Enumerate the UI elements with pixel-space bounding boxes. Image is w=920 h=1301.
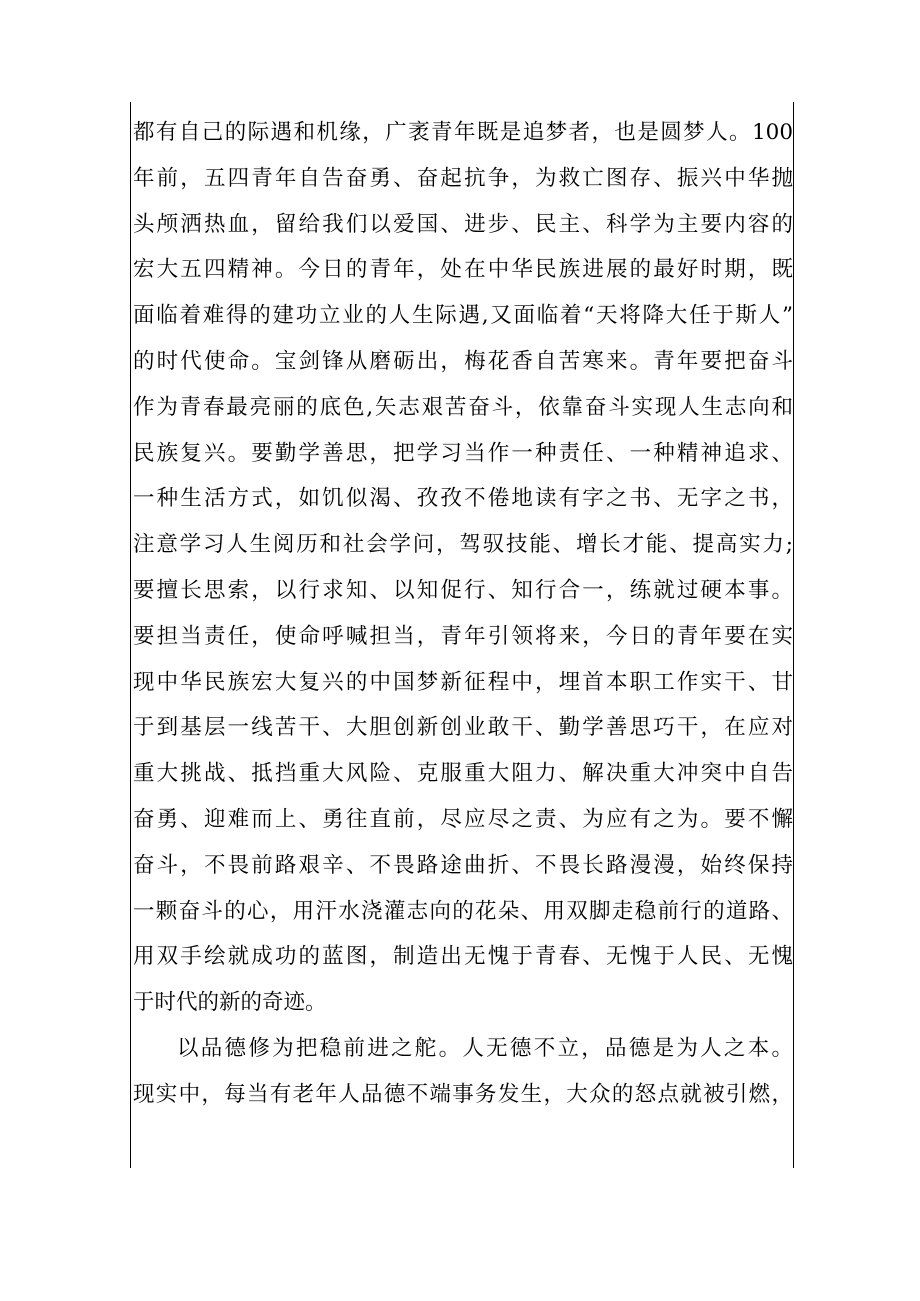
text-line: 一颗奋斗的心，用汗水浇灌志向的花朵、用双脚走稳前行的道路、 [133,898,793,924]
text-line: 现实中，每当有老年人品德不端事务发生，大众的怒点就被引燃， [133,1081,793,1107]
body-text [133,110,793,1118]
text-line: 的时代使命。宝剑锋从磨砺出，梅花香自苦寒来。青年要把奋斗 [133,348,793,374]
text-line: 用双手绘就成功的蓝图，制造出无愧于青春、无愧于人民、无愧 [133,944,793,970]
text-line: 宏大五四精神。今日的青年，处在中华民族进展的最好时期，既 [133,257,793,283]
text-line: 要擅长思索，以行求知、以知促行、知行合一，练就过硬本事。 [133,577,793,603]
right-border-line [793,102,794,1168]
text-line: 都有自己的际遇和机缘，广袤青年既是追梦者，也是圆梦人。100 [133,120,793,145]
text-line: 要担当责任，使命呼喊担当，青年引领将来，今日的青年要在实 [133,623,793,649]
left-border-line [130,102,131,1168]
text-line: 作为青春最亮丽的底色,矢志艰苦奋斗，依靠奋斗实现人生志向和 [133,394,793,420]
text-line: 一种生活方式，如饥似渴、孜孜不倦地读有字之书、无字之书， [133,486,793,512]
text-line: 头颅洒热血，留给我们以爱国、进步、民主、科学为主要内容的 [133,211,793,237]
paragraph-start-line: 以品德修为把稳前进之舵。人无德不立，品德是为人之本。 [177,1035,793,1061]
paragraph-end-line: 于时代的新的奇迹。 [133,990,327,1016]
text-line: 现中华民族宏大复兴的中国梦新征程中，埋首本职工作实干、甘 [133,669,793,695]
text-line: 于到基层一线苦干、大胆创新创业敢干、勤学善思巧干，在应对 [133,715,793,741]
text-line: 奋勇、迎难而上、勇往直前，尽应尽之责、为应有之为。要不懈 [133,806,793,832]
text-line: 年前，五四青年自告奋勇、奋起抗争，为救亡图存、振兴中华抛 [133,165,793,191]
text-line: 注意学习人生阅历和社会学问，驾驭技能、增长才能、提高实力; [133,532,793,558]
text-line: 奋斗，不畏前路艰辛、不畏路途曲折、不畏长路漫漫，始终保持 [133,852,793,878]
text-line: 民族复兴。要勤学善思，把学习当作一种责任、一种精神追求、 [133,440,793,466]
text-line: 面临着难得的建功立业的人生际遇,又面临着“天将降大任于斯人” [133,303,793,329]
text-line: 重大挑战、抵挡重大风险、克服重大阻力、解决重大冲突中自告 [133,761,793,787]
